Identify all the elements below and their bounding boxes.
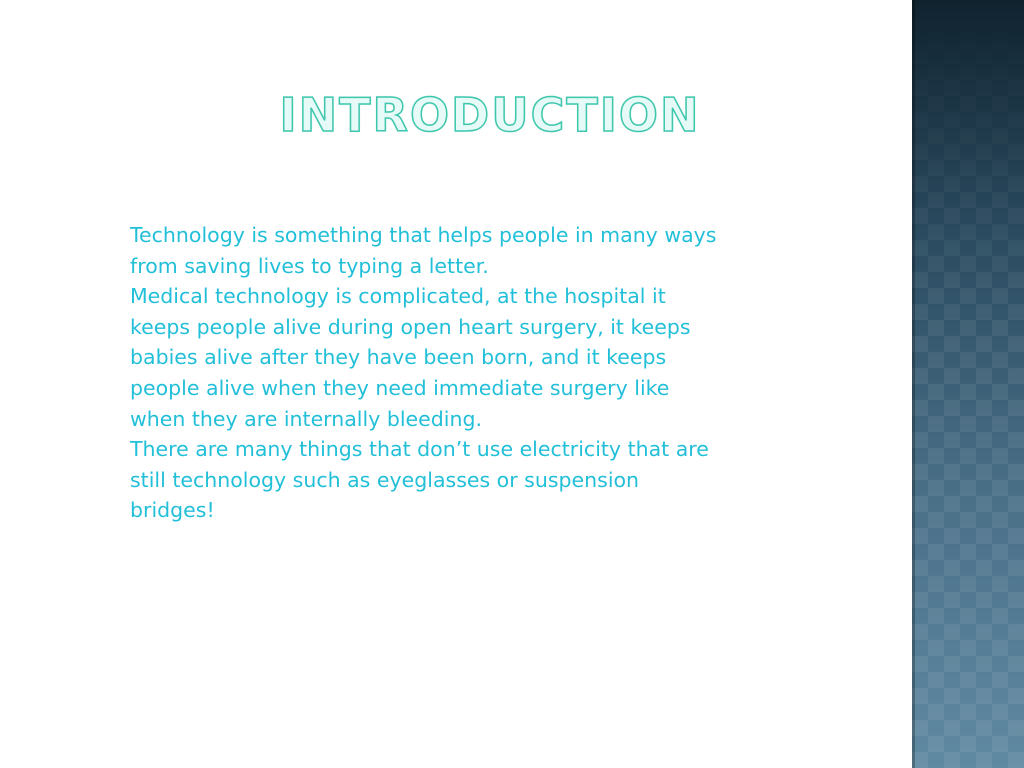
- slide-title: INTRODUCTION: [279, 88, 701, 142]
- slide-body: [130, 220, 730, 526]
- decorative-side-band: [912, 0, 1024, 768]
- paragraph-2: Medical technology is complicated, at the hospital it keeps people alive during open heart surgery, it keeps babies alive after they have been born, and it keeps people alive when they need immediate surgery like when they are internally bleeding.: [130, 284, 691, 431]
- paragraph-1: Technology is something that helps people in many ways from saving lives to typing a letter.: [130, 223, 717, 278]
- diamond-pattern: [912, 0, 1024, 768]
- paragraph-3: There are many things that don’t use electricity that are still technology such as eyeglasses or suspension bridges!: [130, 437, 709, 523]
- side-band-edge: [912, 0, 915, 768]
